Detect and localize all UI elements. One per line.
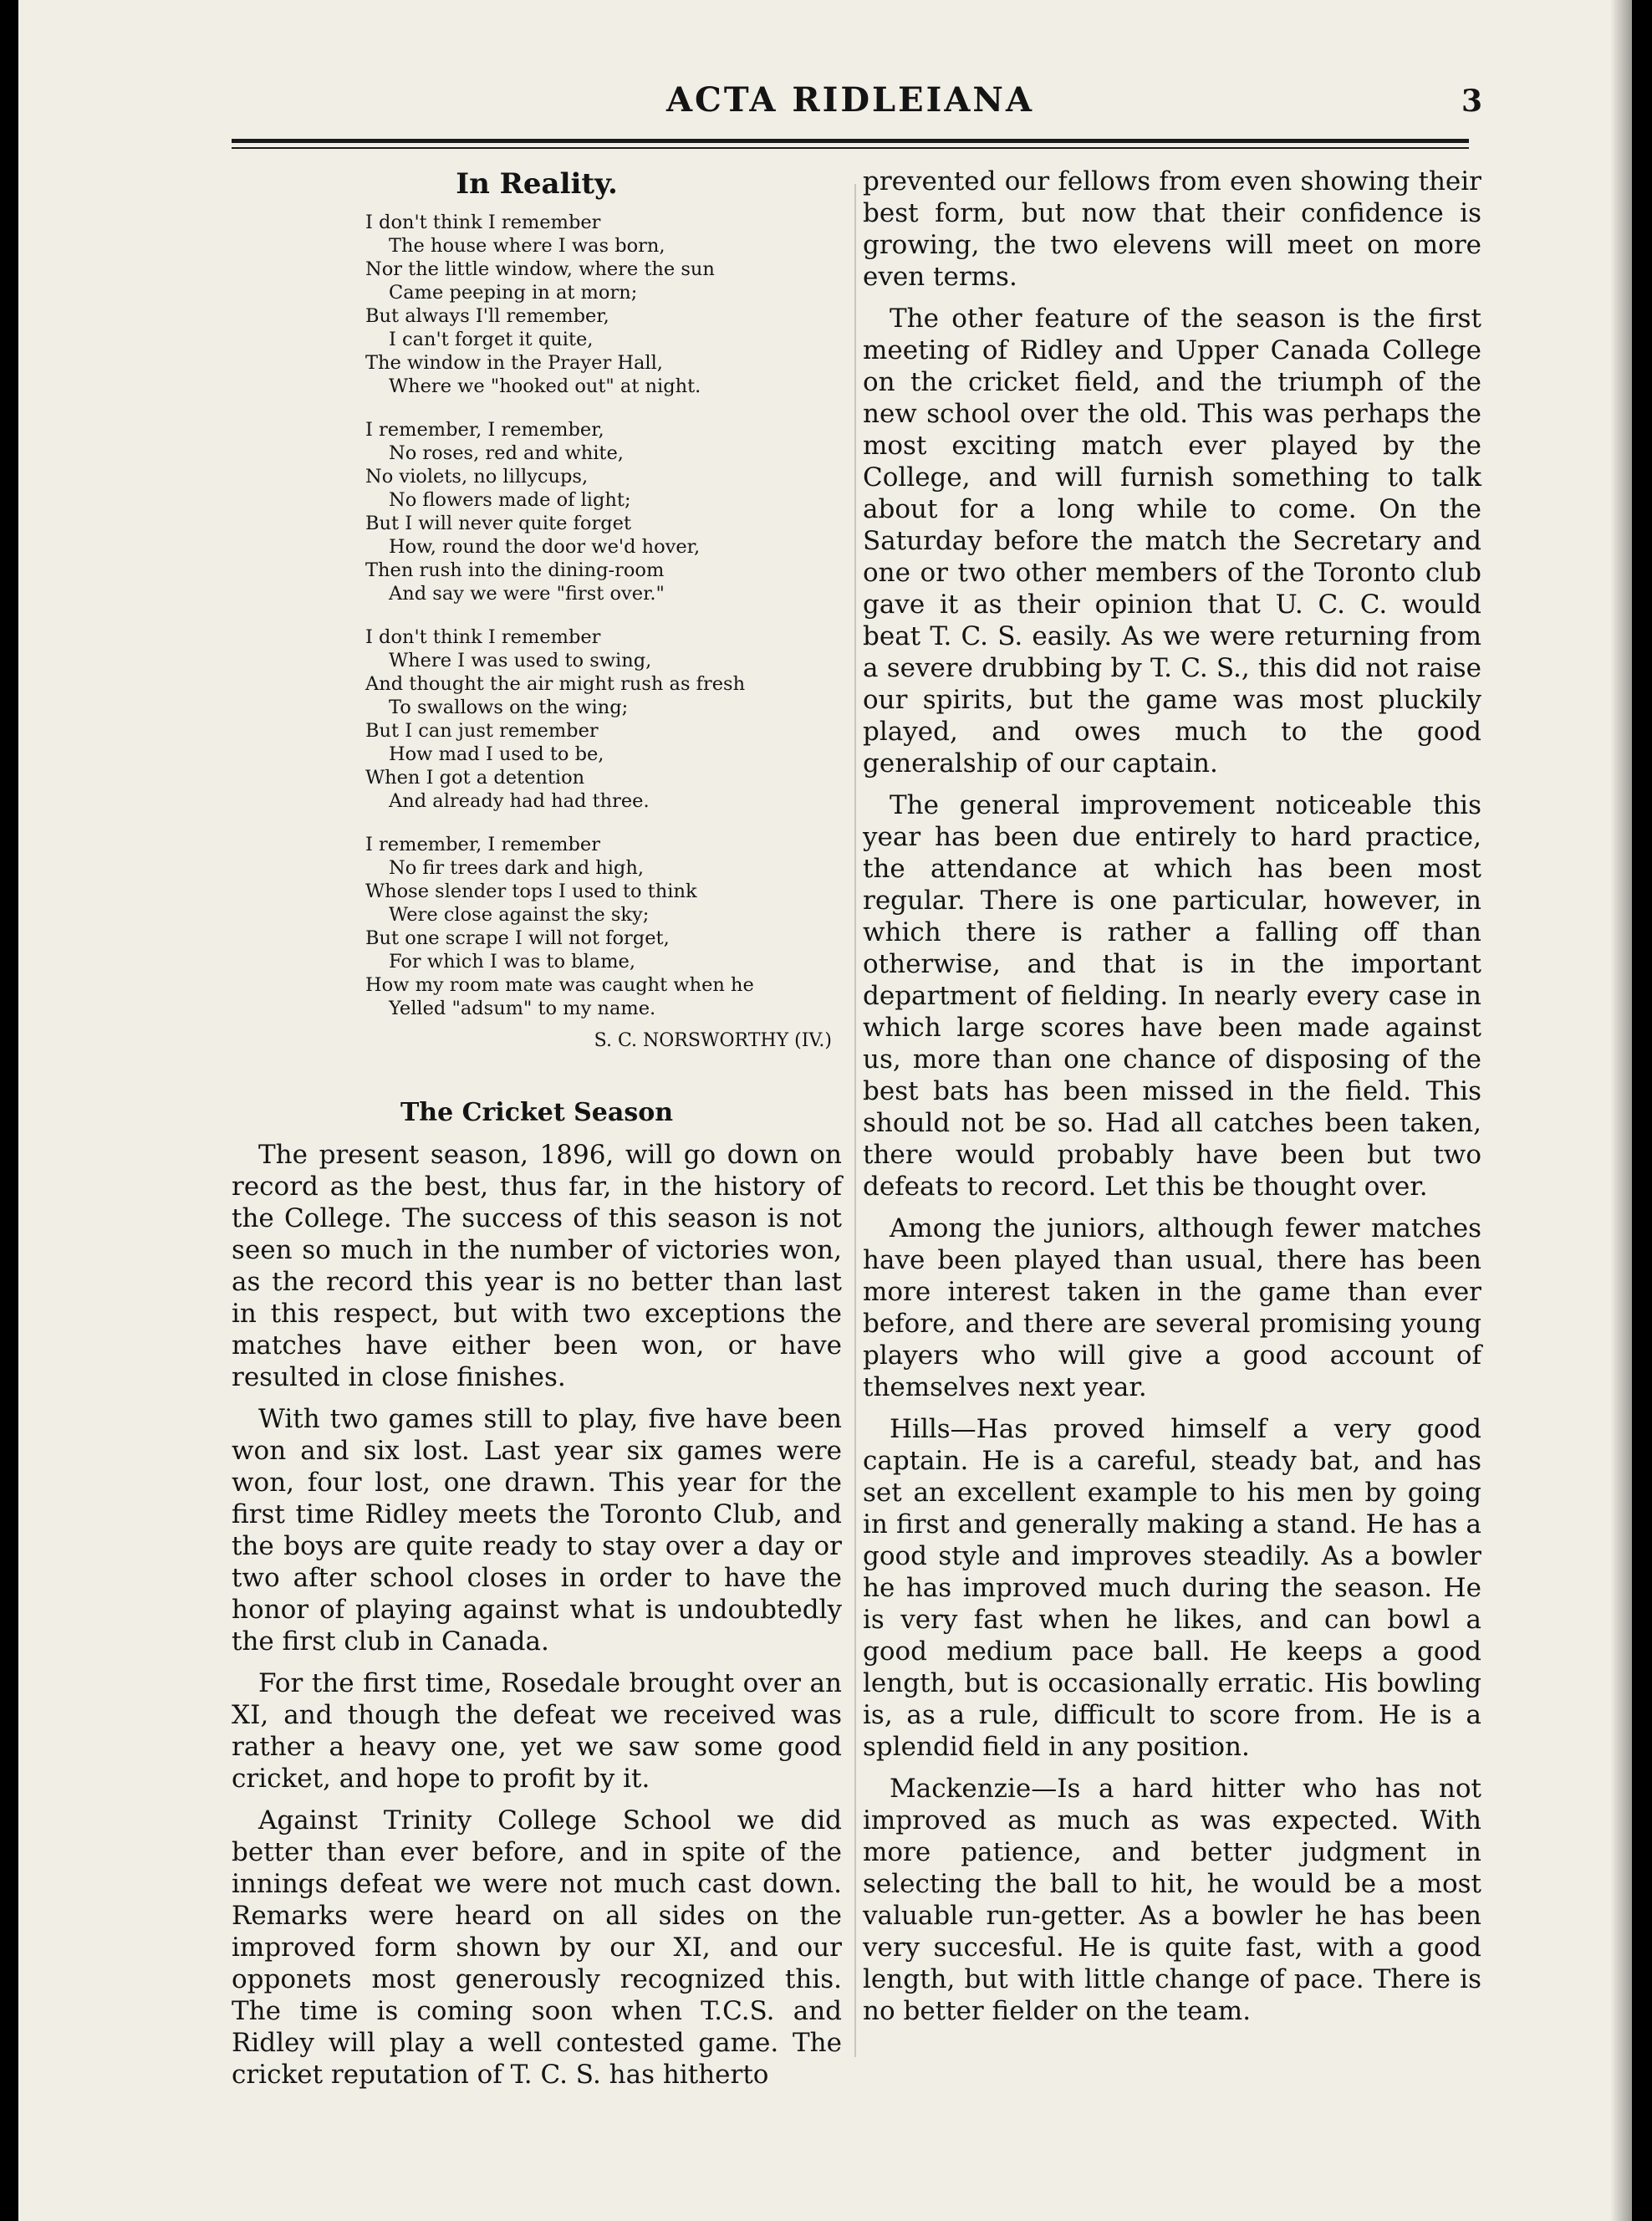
poem-line: I remember, I remember, — [365, 419, 604, 441]
article-paragraph: Against Trinity College School we did better than ever before, and in spite of the innings defeat we were not much cast down. Remarks were heard on all sides on the improved form shown by our XI, and our opponets most generously recognized this. The time is coming soon when T.C.S. and Ridley will play a well contested game. The cricket reputation of T. C. S. has hitherto — [232, 1805, 842, 2090]
poem-line: Where we "hooked out" at night. — [389, 375, 701, 397]
left-column — [232, 166, 842, 2101]
player-note: Hills—Has proved himself a very good captain. He is a careful, steady bat, and has set an excellent example to his men by going in first and generally making a stand. He has a good style and improves steadily. As a bowler he has improved much during the season. He is very fast when he likes, and can bowl a good medium pace ball. He keeps a good length, but is occasionally erratic. His bowling is, as a rule, difficult to score from. He is a splendid field in any position. — [863, 1414, 1481, 1762]
poem-line: But always I'll remember, — [365, 305, 609, 327]
poem-line: But I can just remember — [365, 720, 599, 742]
poem-line: I remember, I remember — [365, 834, 600, 855]
poem-line: Whose slender tops I used to think — [365, 881, 697, 902]
poem-line: Yelled "adsum" to my name. — [389, 998, 656, 1019]
article-title: The Cricket Season — [400, 1098, 674, 1127]
poem-line: Then rush into the dining-room — [365, 559, 665, 581]
poem-line: No roses, red and white, — [389, 442, 624, 464]
poem-stanza — [365, 211, 842, 398]
poem-line: When I got a detention — [365, 767, 585, 789]
poem-line: But I will never quite forget — [365, 513, 631, 534]
poem-stanza — [365, 625, 842, 813]
article-paragraph-continued: prevented our fellows from even showing their best form, but now that their confidence is growing, the two elevens will meet on more even terms. — [863, 166, 1481, 292]
poem-line: And say we were "first over." — [389, 583, 665, 605]
article-paragraph: The other feature of the season is the first meeting of Ridley and Upper Canada College on the cricket field, and the triumph of the new school over the old. This was perhaps the most exciting match ever played by the College, and will furnish something to talk about for a long while to come. On the Saturday before the match the Secretary and one or two other members of the Toronto club gave it as their opinion that U. C. C. would beat T. C. S. easily. As we were returning from a severe drubbing by T. C. S., this did not raise our spirits, but the game was most pluckily played, and owes much to the good generalship of our captain. — [863, 304, 1481, 779]
newspaper-page — [18, 0, 1632, 2221]
article-paragraph: The present season, 1896, will go down on record as the best, thus far, in the history of the College. The success of this season is not seen so much in the number of victories won, as the record this year is no better than last in this respect, but with two exceptions the matches have either been won, or have resulted in close finishes. — [232, 1140, 842, 1392]
poem-line: How, round the door we'd hover, — [389, 536, 701, 558]
poem-line: The house where I was born, — [389, 235, 665, 257]
page-number: 3 — [1461, 84, 1482, 119]
article-paragraph: Among the juniors, although fewer matches have been played than usual, there has been more interest taken in the game than ever before, and there are several promising young players who will give a good account of themselves next year. — [863, 1213, 1481, 1402]
poem-line: Came peeping in at morn; — [389, 282, 638, 304]
article-paragraph: For the first time, Rosedale brought over an XI, and though the defeat we received was rather a heavy one, yet we saw some good cricket, and hope to profit by it. — [232, 1668, 842, 1794]
poem-line: No fir trees dark and high, — [389, 857, 644, 879]
poem-line: And thought the air might rush as fresh — [365, 673, 746, 695]
publication-title: ACTA RIDLEIANA — [665, 80, 1034, 120]
poem-signature: S. C. NORSWORTHY (IV.) — [594, 1030, 832, 1051]
poem-line: No flowers made of light; — [389, 489, 631, 511]
masthead — [232, 80, 1482, 130]
poem-line: Where I was used to swing, — [389, 650, 652, 671]
poem-line: I can't forget it quite, — [389, 329, 594, 350]
poem-line: Were close against the sky; — [389, 904, 650, 926]
poem-line: No violets, no lillycups, — [365, 466, 589, 488]
poem-stanza — [365, 833, 842, 1020]
poem-line: I don't think I remember — [365, 212, 601, 233]
poem-line: How mad I used to be, — [389, 743, 604, 765]
poem-title: In Reality. — [456, 167, 618, 201]
poem-line: For which I was to blame, — [389, 951, 635, 973]
poem-line: The window in the Prayer Hall, — [365, 352, 663, 374]
poem-line: And already had had three. — [389, 790, 650, 812]
page-edge-shadow — [1610, 0, 1632, 2221]
poem-line: How my room mate was caught when he — [365, 974, 754, 996]
header-rule-thick — [232, 139, 1469, 143]
poem-stanza — [365, 418, 842, 605]
column-divider — [854, 184, 856, 2057]
right-column — [863, 166, 1481, 2037]
player-note: Mackenzie—Is a hard hitter who has not improved as much as was expected. With more patience, and better judgment in selecting the ball to hit, he would be a most valuable run-getter. As a bowler he has been very succesful. He is quite fast, with a good length, but with little change of pace. There is no better fielder on the team. — [863, 1774, 1481, 2026]
poem-line: To swallows on the wing; — [389, 697, 629, 718]
header-rule-thin — [232, 147, 1469, 149]
poem-line: But one scrape I will not forget, — [365, 927, 670, 949]
poem-line: I don't think I remember — [365, 626, 601, 648]
poem-line: Nor the little window, where the sun — [365, 258, 715, 280]
article-paragraph: The general improvement noticeable this year has been due entirely to hard practice, the attendance at which has been most regular. There is one particular, however, in which there is rather a falling off than otherwise, and that is in the important department of fielding. In nearly every case in which large scores have been made against us, more than one chance of disposing of the best bats has been missed in the field. This should not be so. Had all catches been taken, there would probably have been but two defeats to record. Let this be thought over. — [863, 790, 1481, 1202]
article-paragraph: With two games still to play, five have been won and six lost. Last year six games were won, four lost, one drawn. This year for the first time Ridley meets the Toronto Club, and the boys are quite ready to stay over a day or two after school closes in order to have the honor of playing against what is undoubtedly the first club in Canada. — [232, 1404, 842, 1657]
